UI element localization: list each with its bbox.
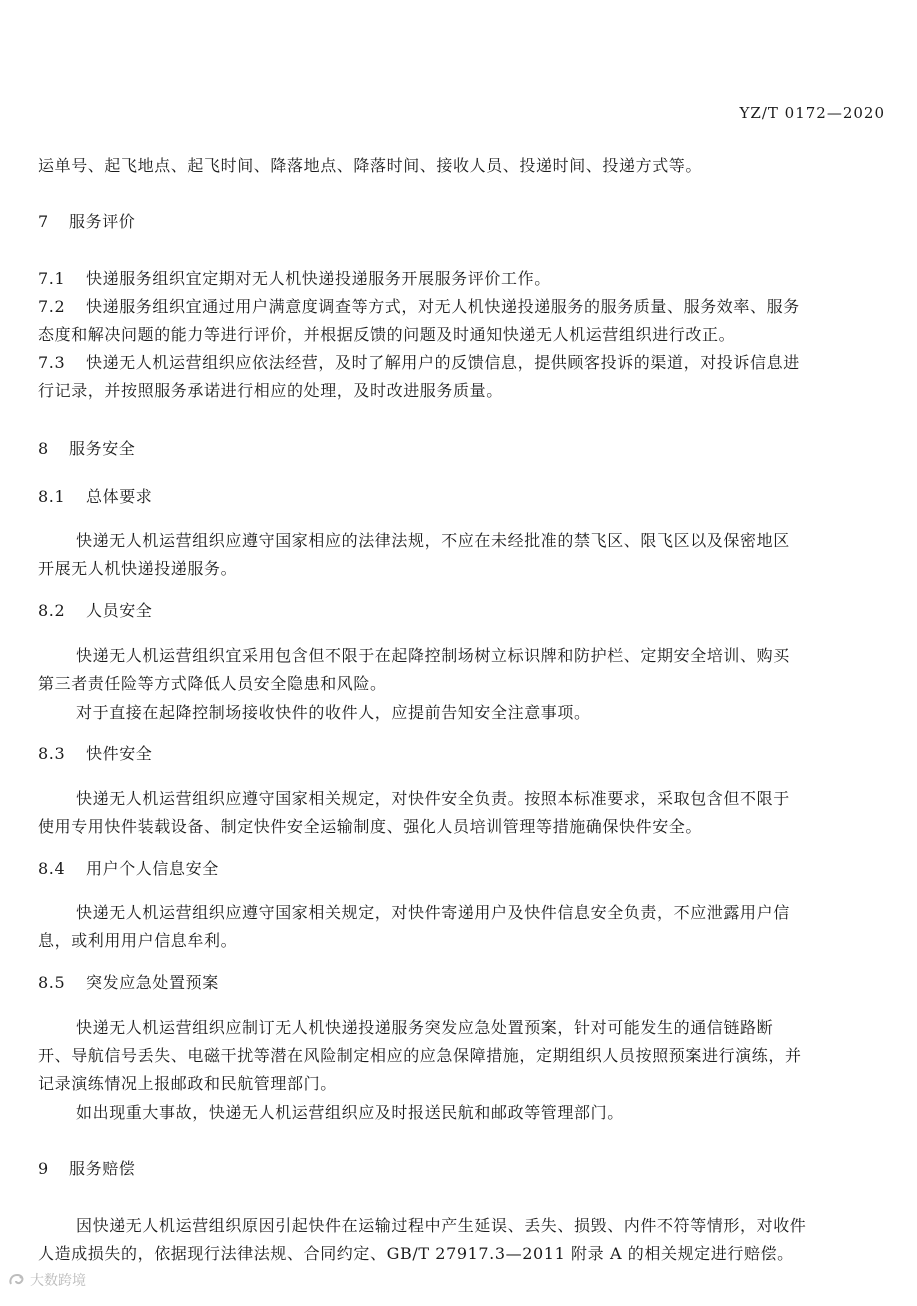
section-number: 9 (38, 1159, 49, 1178)
clause-number: 7.3 (38, 353, 66, 372)
clause-8-2-heading (38, 600, 888, 622)
clause-title: 用户个人信息安全 (86, 859, 219, 878)
clause-8-5-heading (38, 972, 888, 994)
clause-number: 8.2 (38, 601, 66, 620)
clause-7-3 (38, 352, 888, 374)
clause-8-4-heading (38, 858, 888, 880)
section-9-heading (38, 1158, 888, 1180)
paragraph-line: 第三者责任险等方式降低人员安全隐患和风险。 (38, 674, 387, 693)
section-number: 8 (38, 439, 49, 458)
section-title: 服务评价 (69, 212, 136, 231)
section-title: 服务赔偿 (69, 1159, 136, 1178)
clause-8-1-heading (38, 486, 888, 508)
paragraph-line: 开展无人机快递投递服务。 (38, 559, 238, 578)
standard-code: YZ/T 0172—2020 (739, 104, 885, 122)
clause-7-1 (38, 268, 888, 290)
clause-title: 快件安全 (86, 744, 153, 763)
clause-number: 8.1 (38, 487, 66, 506)
paragraph-line: 行记录，并按照服务承诺进行相应的处理，及时改进服务质量。 (38, 381, 503, 400)
paragraph-line: 对于直接在起降控制场接收快件的收件人，应提前告知安全注意事项。 (76, 703, 591, 722)
watermark (8, 1270, 86, 1290)
section-number: 7 (38, 212, 49, 231)
paragraph-line: 使用专用快件装载设备、制定快件安全运输制度、强化人员培训管理等措施确保快件安全。 (38, 817, 703, 836)
clause-number: 8.3 (38, 744, 66, 763)
paragraph-line: 息，或利用用户信息牟利。 (38, 931, 238, 950)
clause-text: 快递服务组织宜通过用户满意度调查等方式，对无人机快递投递服务的服务质量、服务效率、服务 (86, 297, 800, 316)
paragraph-line: 快递无人机运营组织宜采用包含但不限于在起降控制场树立标识牌和防护栏、定期安全培训、购买 (76, 646, 790, 665)
section-title: 服务安全 (69, 439, 136, 458)
clause-number: 8.5 (38, 973, 66, 992)
paragraph-line: 人造成损失的，依据现行法律法规、合同约定、GB/T 27917.3—2011 附录 A 的相关规定进行赔偿。 (38, 1244, 794, 1263)
clause-title: 突发应急处置预案 (86, 973, 219, 992)
section-8-heading (38, 438, 888, 460)
paragraph-line: 快递无人机运营组织应遵守国家相关规定，对快件寄递用户及快件信息安全负责，不应泄露用户信 (76, 903, 790, 922)
paragraph-line: 快递无人机运营组织应遵守国家相关规定，对快件安全负责。按照本标准要求，采取包含但不限于 (76, 789, 790, 808)
paragraph-line: 因快递无人机运营组织原因引起快件在运输过程中产生延误、丢失、损毁、内件不符等情形，对收件 (76, 1216, 807, 1235)
paragraph-line: 快递无人机运营组织应制订无人机快递投递服务突发应急处置预案，针对可能发生的通信链路断 (76, 1018, 774, 1037)
paragraph-line: 如出现重大事故，快递无人机运营组织应及时报送民航和邮政等管理部门。 (76, 1103, 624, 1122)
section-7-heading (38, 211, 888, 233)
clause-text: 快递服务组织宜定期对无人机快递投递服务开展服务评价工作。 (86, 269, 551, 288)
clause-8-3-heading (38, 743, 888, 765)
clause-number: 8.4 (38, 859, 66, 878)
watermark-logo-icon (8, 1272, 26, 1288)
clause-7-2 (38, 296, 888, 318)
clause-number: 7.2 (38, 297, 66, 316)
paragraph-line: 运单号、起飞地点、起飞时间、降落地点、降落时间、接收人员、投递时间、投递方式等。 (38, 156, 703, 175)
clause-title: 人员安全 (86, 601, 153, 620)
clause-text: 快递无人机运营组织应依法经营，及时了解用户的反馈信息，提供顾客投诉的渠道，对投诉信息进 (86, 353, 800, 372)
paragraph-line: 开、导航信号丢失、电磁干扰等潜在风险制定相应的应急保障措施，定期组织人员按照预案进行演练，并 (38, 1046, 802, 1065)
paragraph-line: 记录演练情况上报邮政和民航管理部门。 (38, 1074, 337, 1093)
clause-number: 7.1 (38, 269, 66, 288)
paragraph-line: 态度和解决问题的能力等进行评价，并根据反馈的问题及时通知快递无人机运营组织进行改正。 (38, 325, 736, 344)
paragraph-line: 快递无人机运营组织应遵守国家相应的法律法规，不应在未经批准的禁飞区、限飞区以及保密地区 (76, 531, 790, 550)
clause-title: 总体要求 (86, 487, 153, 506)
watermark-text: 大数跨境 (30, 1273, 86, 1289)
